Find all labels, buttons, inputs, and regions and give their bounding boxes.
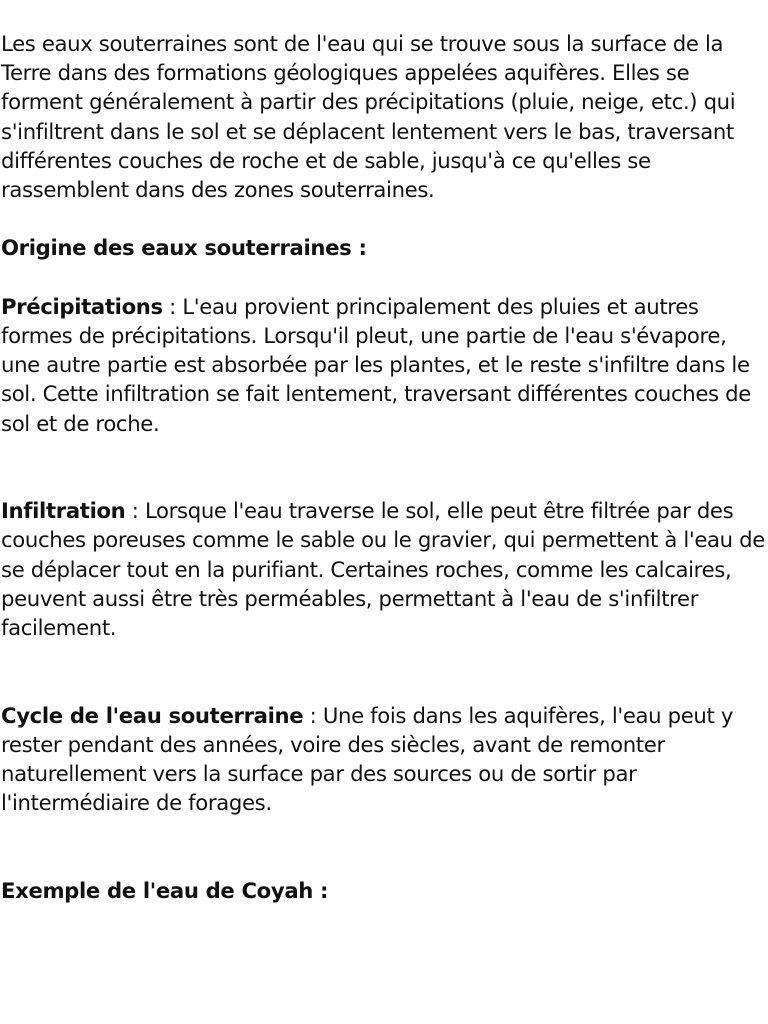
section-paragraph-precipitations xyxy=(1,292,768,438)
section-paragraph-cycle xyxy=(1,701,768,818)
section-term: Infiltration xyxy=(1,498,126,524)
document-body xyxy=(1,29,768,934)
section-text: : Lorsque l'eau traverse le sol, elle peut être filtrée par des couches poreuses comme le sable ou le gravier, qui permettent à l'eau de se déplacer tout en la purifiant. Certaines roches, comme les calcaires, peuvent aussi être très perméables, permettant à l'eau de s'infiltrer facilement. xyxy=(1,498,765,641)
intro-paragraph: Les eaux souterraines sont de l'eau qui se trouve sous la surface de la Terre dans des formations géologiques appelées aquifères. Elles se forment généralement à partir des précipitations (pluie, neige, etc.) qui s'infiltrent dans le sol et se déplacent lentement vers le bas, traversant différentes couches de roche et de sable, jusqu'à ce qu'elles se rassemblent dans des zones souterraines. xyxy=(1,31,736,203)
section-paragraph-infiltration xyxy=(1,496,768,642)
heading-origin: Origine des eaux souterraines : xyxy=(1,235,367,261)
section-term: Précipitations xyxy=(1,293,163,319)
heading-example: Exemple de l'eau de Coyah : xyxy=(1,877,329,903)
section-term: Cycle de l'eau souterraine xyxy=(1,702,304,728)
section-text: : Une fois dans les aquifères, l'eau peut y rester pendant des années, voire des siècles, avant de remonter naturellement vers la surface par des sources ou de sortir par l'intermédiaire de forages. xyxy=(1,702,734,816)
section-text: : L'eau provient principalement des pluies et autres formes de précipitations. Lorsqu'il pleut, une partie de l'eau s'évapore, une autre partie est absorbée par les plantes, et le reste s'infiltre dans le sol. Cette infiltration se fait lentement, traversant différentes couches de sol et de roche. xyxy=(1,293,751,436)
